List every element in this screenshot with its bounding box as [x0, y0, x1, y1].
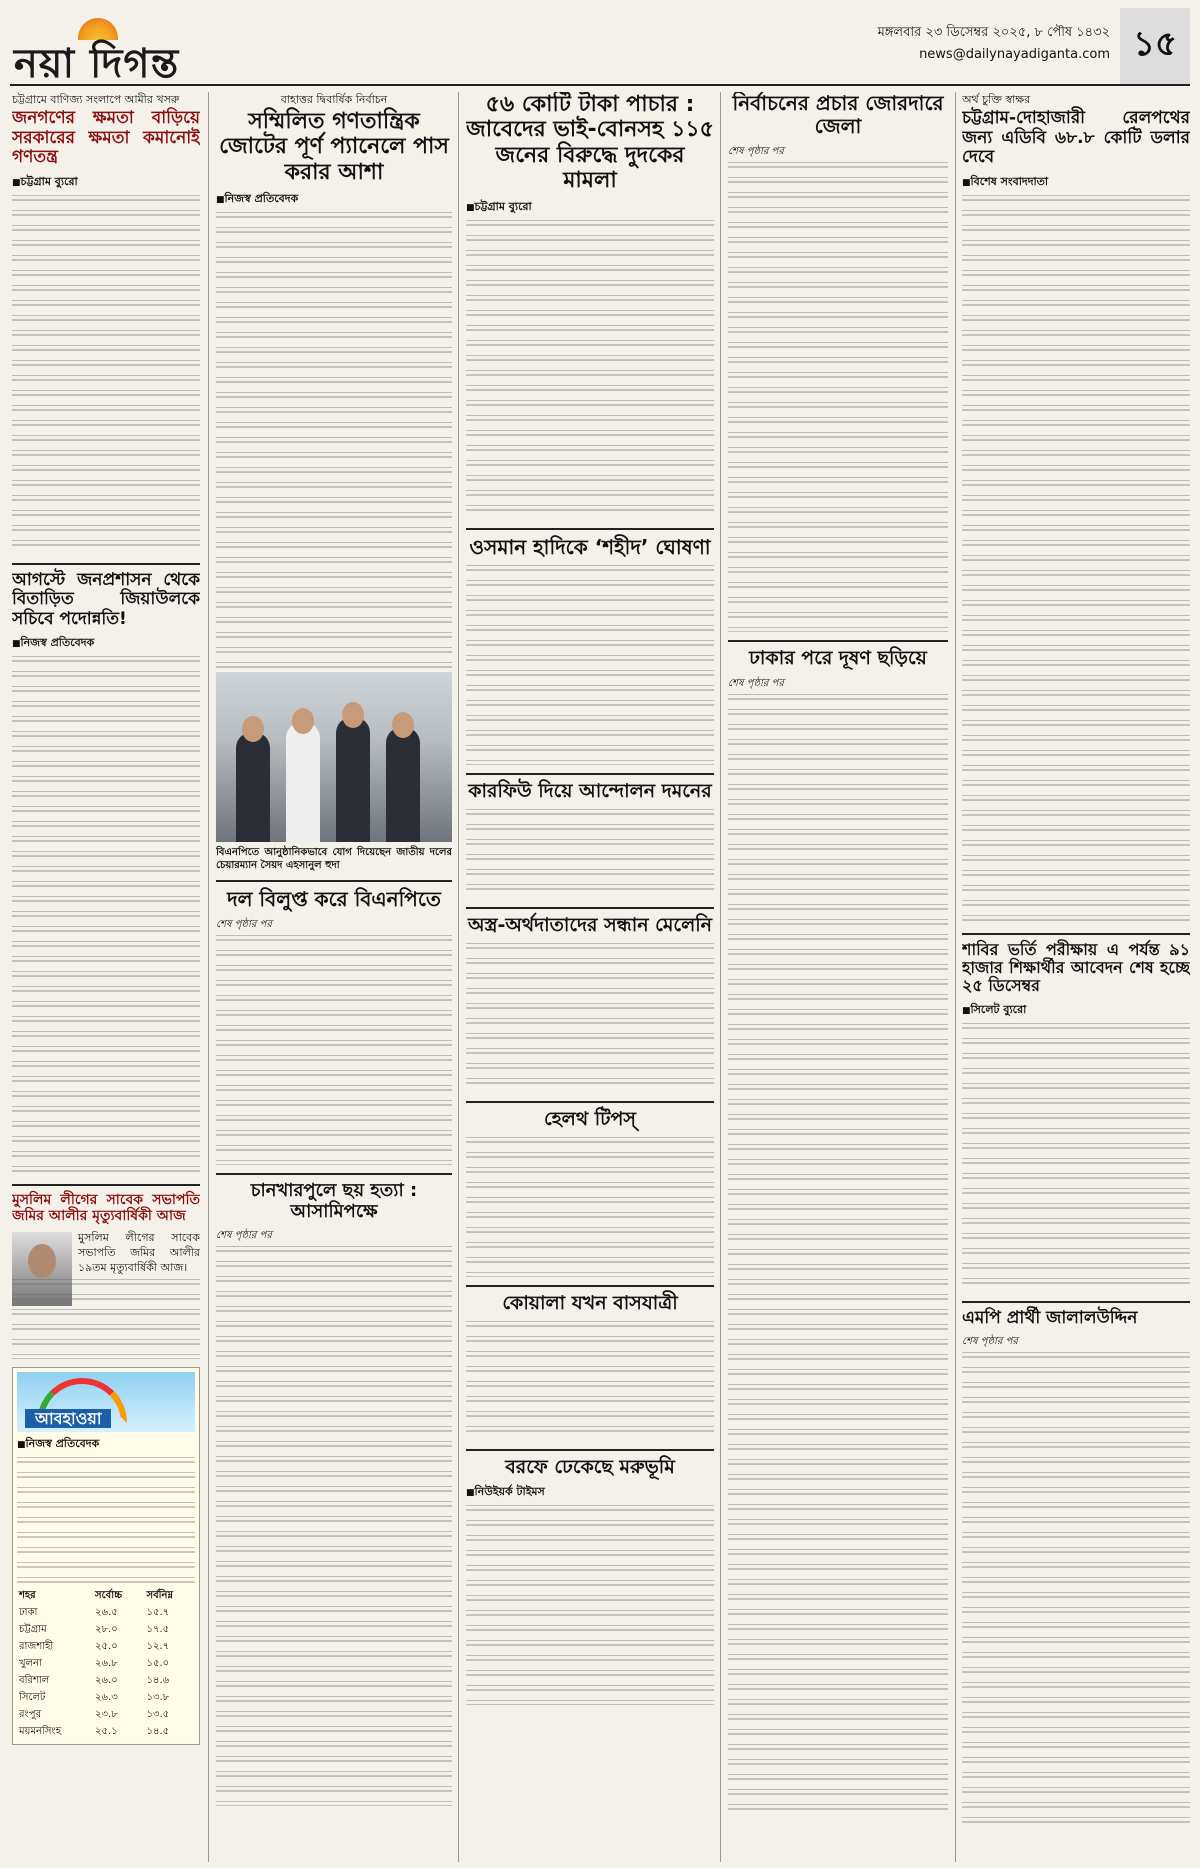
- headline[interactable]: কোয়ালা যখন বাসযাত্রী: [502, 1291, 678, 1314]
- headline[interactable]: জনগণের ক্ষমতা বাড়িয়ে সরকারের ক্ষমতা কমানোই গণতন্ত্র: [12, 108, 200, 168]
- weather-cell: ১৫.৭: [146, 1607, 170, 1619]
- headline[interactable]: ঢাকার পরে দূষণ ছড়িয়ে: [749, 647, 927, 669]
- article-chankharpul[interactable]: [216, 1173, 452, 1806]
- column-3: [466, 92, 714, 1862]
- article-body: [466, 1321, 714, 1441]
- photo-caption: বিএনপিতে আনুষ্ঠানিকভাবে যোগ দিয়েছেন জাতীয় দলের চেয়ারম্যান সৈয়দ এহসানুল হুদা: [216, 846, 452, 871]
- byline: ■ বিশেষ সংবাদদাতা: [962, 174, 1190, 191]
- column-divider: [955, 92, 956, 1862]
- article-body: [962, 1352, 1190, 1832]
- article-pollution[interactable]: [728, 640, 948, 1814]
- article-body: [216, 935, 452, 1165]
- weather-row: [17, 1672, 195, 1689]
- weather-cell: ঢাকা: [19, 1607, 38, 1619]
- weather-cell: ২৬.৫: [95, 1607, 118, 1619]
- weather-cell: ১৩.৮: [146, 1692, 170, 1704]
- headline[interactable]: ৫৬ কোটি টাকা পাচার : জাবেদের ভাই-বোনসহ ১১৫ জনের বিরুদ্ধে দুদকের মামলা: [466, 92, 714, 193]
- newspaper-logo[interactable]: [14, 14, 314, 87]
- article-body: [466, 220, 714, 520]
- column-4: [728, 92, 948, 1862]
- weather-row: [17, 1604, 195, 1621]
- column-5: [962, 92, 1190, 1862]
- weather-cell: চট্টগ্রাম: [19, 1624, 47, 1636]
- article-body: [466, 943, 714, 1093]
- headline[interactable]: বরফে ঢেকেছে মরুভূমি: [505, 1455, 675, 1478]
- page-number: ১৫: [1120, 8, 1190, 84]
- weather-title: আবহাওয়া: [25, 1409, 111, 1428]
- article-curfew[interactable]: [466, 773, 714, 899]
- news-photo[interactable]: [216, 672, 452, 842]
- header-meta: [878, 22, 1110, 66]
- article-health-tips[interactable]: [466, 1101, 714, 1277]
- byline: ■ নিজস্ব প্রতিবেদক: [216, 191, 452, 208]
- headline[interactable]: এমপি প্রার্থী জালালউদ্দিন: [962, 1307, 1138, 1328]
- weather-cell: ১৪.৬: [146, 1675, 170, 1687]
- article-muslim-league[interactable]: [12, 1184, 200, 1359]
- headline[interactable]: নির্বাচনের প্রচার জোরদারে জেলা: [732, 92, 944, 138]
- byline: ■ নিজস্ব প্রতিবেদক: [12, 635, 200, 652]
- weather-cell: রংপুর: [19, 1709, 42, 1721]
- weather-banner: [17, 1372, 195, 1432]
- kicker: বাহাত্তর দ্বিবার্ষিক নির্বাচন: [280, 93, 388, 106]
- weather-row: [17, 1638, 195, 1655]
- weather-table: [17, 1587, 195, 1740]
- article-body: [728, 694, 948, 1814]
- continued-label: শেষ পৃষ্ঠার পর: [216, 1230, 272, 1242]
- weather-cell: বরিশাল: [19, 1675, 50, 1687]
- weather-cell: ১২.৭: [146, 1641, 170, 1653]
- headline[interactable]: কারফিউ দিয়ে আন্দোলন দমনের: [468, 780, 712, 803]
- weather-cell: ১৭.৫: [146, 1624, 170, 1636]
- article-koala[interactable]: [466, 1285, 714, 1441]
- continued-label: শেষ পৃষ্ঠার পর: [728, 677, 784, 689]
- weather-cell: ২৮.০: [95, 1624, 118, 1636]
- weather-cell: ২৫.১: [95, 1726, 118, 1738]
- column-divider: [208, 92, 209, 1862]
- weather-cell: ২৬.০: [95, 1675, 118, 1687]
- article-bar-election[interactable]: [216, 92, 452, 672]
- article-javed[interactable]: [466, 92, 714, 520]
- weather-row: [17, 1655, 195, 1672]
- weather-row: [17, 1689, 195, 1706]
- weather-cell: ১৪.৫: [146, 1726, 170, 1738]
- logo-text: নয়া দিগন্ত: [14, 41, 180, 87]
- article-election-campaign[interactable]: [728, 92, 948, 632]
- headline[interactable]: সম্মিলিত গণতান্ত্রিক জোটের পূর্ণ প্যানেলে পাস করার আশা: [219, 109, 449, 185]
- weather-cell: রাজশাহী: [19, 1641, 54, 1653]
- article-body: [466, 1137, 714, 1277]
- article-body: [962, 195, 1190, 925]
- column-divider: [720, 92, 721, 1862]
- date-line: মঙ্গলবার ২৩ ডিসেম্বর ২০২৫, ৮ পৌষ ১৪৩২: [877, 25, 1110, 40]
- article-body: [216, 1246, 452, 1806]
- article-osman-hadi[interactable]: [466, 528, 714, 765]
- headline[interactable]: দল বিলুপ্ত করে বিএনপিতে: [227, 886, 441, 911]
- article-body: [12, 195, 200, 555]
- article-arms[interactable]: [466, 907, 714, 1093]
- article-body: [728, 162, 948, 632]
- weather-cell: সিলেট: [19, 1692, 46, 1704]
- article-body: [12, 656, 200, 1176]
- weather-cell: ২৩.৮: [95, 1709, 118, 1721]
- article-text: মুসলিম লীগের সাবেক সভাপতি জমির আলীর ১৯তম মৃত্যুবার্ষিকী আজ।: [78, 1231, 200, 1275]
- headline[interactable]: ওসমান হাদিকে ‘শহীদ’ ঘোষণা: [469, 535, 711, 560]
- article-khoshru[interactable]: [12, 92, 200, 555]
- column-divider: [458, 92, 459, 1862]
- article-body: [466, 565, 714, 765]
- kicker: অর্থ চুক্তি স্বাক্ষর: [962, 93, 1031, 106]
- weather-cell: ২৫.০: [95, 1641, 118, 1653]
- weather-cell: ২৬.৩: [95, 1692, 118, 1704]
- weather-body: [17, 1457, 195, 1587]
- weather-box: [12, 1367, 200, 1745]
- headline[interactable]: চানখারপুলে ছয় হত্যা : আসামিপক্ষে: [250, 1179, 418, 1222]
- headline[interactable]: মুসলিম লীগের সাবেক সভাপতি জমির আলীর মৃত্যুবার্ষিকী আজ: [12, 1192, 200, 1225]
- article-adb-rail[interactable]: [962, 92, 1190, 925]
- column-1: [12, 92, 200, 1862]
- column-2: [216, 92, 452, 1862]
- article-desert-snow[interactable]: [466, 1449, 714, 1706]
- weather-cell: ২৬.৮: [95, 1658, 118, 1670]
- byline: ■ সিলেট ব্যুরো: [962, 1002, 1190, 1019]
- article-body: [466, 1505, 714, 1705]
- byline: ■ চট্টগ্রাম ব্যুরো: [466, 199, 714, 216]
- weather-cell: খুলনা: [19, 1658, 42, 1670]
- weather-col-header: সর্বনিম্ন: [146, 1590, 174, 1602]
- continued-label: শেষ পৃষ্ঠার পর: [216, 918, 272, 930]
- headline[interactable]: চট্টগ্রাম-দোহাজারী রেলপথের জন্য এডিবি ৬৮.৮ কোটি ডলার দেবে: [962, 108, 1190, 168]
- byline: ■ চট্টগ্রাম ব্যুরো: [12, 174, 200, 191]
- article-body: [216, 212, 452, 672]
- article-body: [466, 809, 714, 899]
- article-jalaluddin[interactable]: [962, 1301, 1190, 1833]
- article-body: [12, 1279, 200, 1359]
- continued-label: শেষ পৃষ্ঠার পর: [962, 1336, 1018, 1348]
- continued-label: শেষ পৃষ্ঠার পর: [728, 146, 784, 157]
- article-sust-admission[interactable]: [962, 933, 1190, 1293]
- weather-cell: ১৩.৫: [146, 1709, 170, 1721]
- weather-cell: ১৫.০: [146, 1658, 170, 1670]
- website-link[interactable]: news@dailynayadiganta.com: [919, 47, 1110, 62]
- article-bnp-merge[interactable]: [216, 880, 452, 1165]
- weather-row: [17, 1621, 195, 1638]
- byline: ■ নিজস্ব প্রতিবেদক: [17, 1436, 195, 1453]
- byline: ■ নিউইয়র্ক টাইমস: [466, 1484, 714, 1501]
- weather-row: [17, 1723, 195, 1740]
- headline[interactable]: অস্ত্র-অর্থদাতাদের সন্ধান মেলেনি: [468, 914, 712, 937]
- masthead: [10, 8, 1190, 86]
- headline[interactable]: আগস্টে জনপ্রশাসন থেকে বিতাড়িত জিয়াউলকে সচিবে পদোন্নতি!: [12, 569, 200, 629]
- weather-col-header: সর্বোচ্চ: [95, 1590, 123, 1602]
- weather-row: [17, 1706, 195, 1723]
- article-body: [962, 1023, 1190, 1293]
- kicker: চট্টগ্রামে বাণিজ্য সংলাপে আমীর খসরু: [12, 93, 180, 106]
- headline[interactable]: শাবির ভর্তি পরীক্ষায় এ পর্যন্ত ৯১ হাজার শিক্ষার্থীর আবেদন শেষ হচ্ছে ২৫ ডিসেম্বর: [962, 939, 1190, 996]
- weather-col-header: শহর: [19, 1590, 36, 1602]
- headline[interactable]: হেলথ টিপস্: [543, 1107, 636, 1130]
- weather-cell: ময়মনসিংহ: [19, 1726, 61, 1738]
- article-ziaul[interactable]: [12, 563, 200, 1177]
